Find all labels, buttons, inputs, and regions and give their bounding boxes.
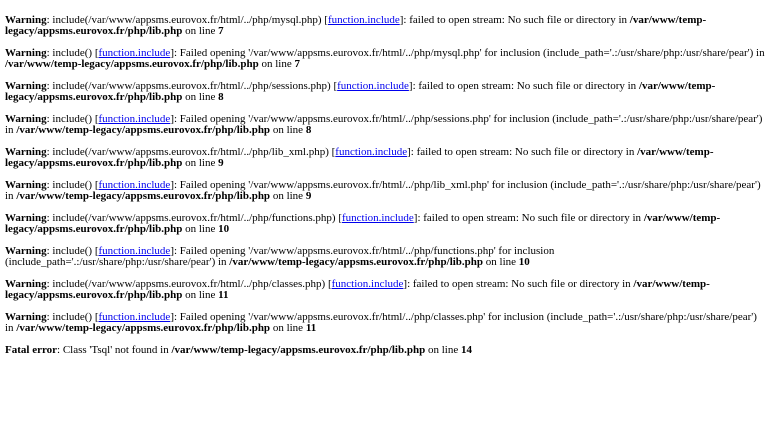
warning-text-after: ]: failed to open stream: No such file or directory in — [408, 80, 639, 92]
on-line-text: on line — [182, 223, 219, 235]
warning-text: : include() [ — [46, 47, 99, 59]
warning-label: Warning — [5, 311, 47, 323]
function-include-link[interactable]: function.include — [98, 311, 171, 323]
warning-label: Warning — [5, 146, 47, 158]
warning-text-after: ]: Failed opening '/var/www/appsms.eurovox.fr/html/../php/lib_xml.php' for inclusion (include_path='.:/usr/share/php:/usr/share/pear') in — [5, 179, 761, 202]
on-line-text: on line — [182, 289, 219, 301]
function-include-link[interactable]: function.include — [342, 212, 414, 224]
line-number: 9 — [218, 157, 224, 169]
line-number: 8 — [305, 124, 312, 136]
warning-text: : include(/var/www/appsms.eurovox.fr/html/../php/classes.php) [ — [46, 278, 332, 290]
warning-text: : include() [ — [46, 245, 99, 257]
warning-text-after: ]: Failed opening '/var/www/appsms.eurovox.fr/html/../php/functions.php' for inclusion (include_path='.:/usr/share/php:/usr/share/pear') in — [5, 245, 555, 268]
warning-text: : include(/var/www/appsms.eurovox.fr/html/../php/sessions.php) [ — [46, 80, 338, 92]
function-include-link[interactable]: function.include — [98, 179, 171, 191]
function-include-link[interactable]: function.include — [98, 113, 171, 125]
file-path: /var/www/temp-legacy/appsms.eurovox.fr/php/lib.php — [16, 322, 271, 334]
file-path: /var/www/temp-legacy/appsms.eurovox.fr/php/lib.php — [229, 256, 484, 268]
warning-label: Warning — [5, 47, 47, 59]
on-line-text: on line — [483, 256, 519, 268]
warning-message — [5, 246, 765, 268]
fatal-error-text: : Class 'Tsql' not found in — [57, 344, 172, 356]
fatal-error-label: Fatal error — [5, 344, 58, 356]
warning-text-after: ]: failed to open stream: No such file or directory in — [407, 146, 638, 158]
warning-label: Warning — [5, 278, 47, 290]
warning-text-after: ]: failed to open stream: No such file or directory in — [403, 278, 634, 290]
warning-text-after: ]: Failed opening '/var/www/appsms.eurovox.fr/html/../php/mysql.php' for inclusion (include_path='.:/usr/share/php:/usr/share/pear') in — [170, 47, 765, 59]
warning-label: Warning — [5, 80, 47, 92]
line-number: 11 — [305, 322, 317, 334]
line-number: 7 — [218, 25, 224, 37]
warning-message — [5, 48, 765, 70]
warning-label: Warning — [5, 179, 47, 191]
warning-message — [5, 81, 765, 103]
warning-text: : include() [ — [46, 311, 99, 323]
warning-text: : include() [ — [46, 179, 99, 191]
function-include-link[interactable]: function.include — [98, 47, 171, 59]
on-line-text: on line — [270, 322, 306, 334]
line-number: 14 — [460, 344, 472, 356]
warning-label: Warning — [5, 113, 47, 125]
warning-text: : include(/var/www/appsms.eurovox.fr/html/../php/mysql.php) [ — [46, 14, 328, 26]
on-line-text: on line — [258, 58, 295, 70]
line-number: 9 — [305, 190, 312, 202]
warning-text-after: ]: Failed opening '/var/www/appsms.eurovox.fr/html/../php/classes.php' for inclusion (include_path='.:/usr/share/php:/usr/share/pear') in — [5, 311, 757, 334]
file-path: /var/www/temp-legacy/appsms.eurovox.fr/php/lib.php — [171, 344, 426, 356]
on-line-text: on line — [270, 124, 306, 136]
fatal-error-message — [5, 345, 765, 356]
function-include-link[interactable]: function.include — [331, 278, 404, 290]
warning-message — [5, 15, 765, 37]
on-line-text: on line — [270, 190, 306, 202]
on-line-text: on line — [425, 344, 461, 356]
function-include-link[interactable]: function.include — [327, 14, 400, 26]
warning-message — [5, 312, 765, 334]
warning-text-after: ]: failed to open stream: No such file or directory in — [413, 212, 644, 224]
warning-text: : include() [ — [46, 113, 99, 125]
line-number: 10 — [218, 223, 230, 235]
on-line-text: on line — [182, 25, 219, 37]
warning-message — [5, 213, 765, 235]
warning-text-after: ]: Failed opening '/var/www/appsms.eurovox.fr/html/../php/sessions.php' for inclusion (include_path='.:/usr/share/php:/usr/share/pear') in — [5, 113, 763, 136]
file-path: /var/www/temp-legacy/appsms.eurovox.fr/php/lib.php — [16, 124, 271, 136]
warning-message — [5, 279, 765, 301]
function-include-link[interactable]: function.include — [335, 146, 408, 158]
function-include-link[interactable]: function.include — [98, 245, 171, 257]
file-path: /var/www/temp-legacy/appsms.eurovox.fr/php/lib.php — [5, 212, 721, 235]
file-path: /var/www/temp-legacy/appsms.eurovox.fr/php/lib.php — [5, 146, 714, 169]
warning-message — [5, 180, 765, 202]
warning-label: Warning — [5, 245, 47, 257]
function-include-link[interactable]: function.include — [337, 80, 409, 92]
file-path: /var/www/temp-legacy/appsms.eurovox.fr/php/lib.php — [5, 80, 716, 103]
on-line-text: on line — [182, 91, 219, 103]
warning-label: Warning — [5, 14, 47, 26]
warning-message — [5, 114, 765, 136]
warning-label: Warning — [5, 212, 47, 224]
line-number: 10 — [518, 256, 530, 268]
line-number: 8 — [218, 91, 224, 103]
on-line-text: on line — [182, 157, 219, 169]
line-number: 11 — [218, 289, 229, 301]
warning-text-after: ]: failed to open stream: No such file or directory in — [399, 14, 630, 26]
file-path: /var/www/temp-legacy/appsms.eurovox.fr/php/lib.php — [5, 14, 707, 37]
file-path: /var/www/temp-legacy/appsms.eurovox.fr/php/lib.php — [5, 278, 710, 301]
line-number: 7 — [294, 58, 300, 70]
warning-text: : include(/var/www/appsms.eurovox.fr/html/../php/functions.php) [ — [46, 212, 342, 224]
file-path: /var/www/temp-legacy/appsms.eurovox.fr/php/lib.php — [16, 190, 271, 202]
warning-message — [5, 147, 765, 169]
warning-text: : include(/var/www/appsms.eurovox.fr/html/../php/lib_xml.php) [ — [46, 146, 336, 158]
file-path: /var/www/temp-legacy/appsms.eurovox.fr/php/lib.php — [5, 58, 259, 70]
